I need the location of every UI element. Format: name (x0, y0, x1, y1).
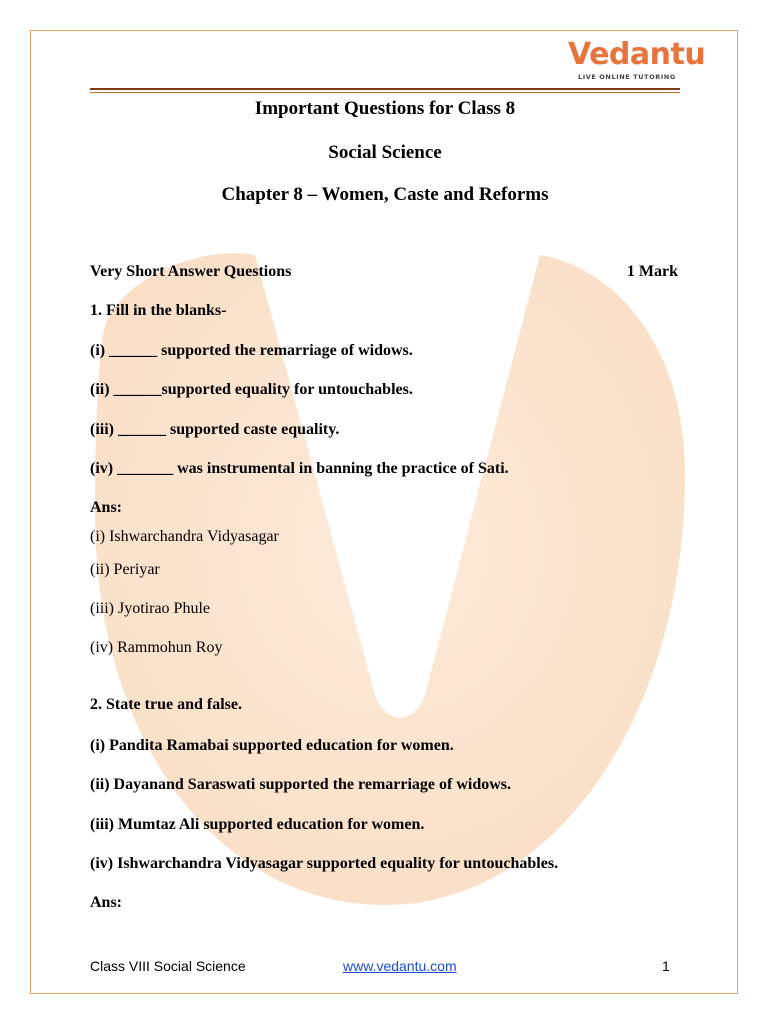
logo-tagline: LIVE ONLINE TUTORING (578, 73, 676, 81)
page-number: 1 (662, 958, 670, 974)
q1-item: (iii) ______ supported caste equality. (90, 421, 340, 438)
q1-answer: (iv) Rammohun Roy (90, 639, 223, 656)
q2-item: (iii) Mumtaz Ali supported education for women. (90, 816, 425, 833)
document-title: Important Questions for Class 8 (254, 98, 516, 119)
q1-item: (i) ______ supported the remarriage of widows. (90, 342, 413, 359)
chapter-title: Chapter 8 – Women, Caste and Reforms (221, 184, 549, 205)
q1-answer: (i) Ishwarchandra Vidyasagar (90, 528, 279, 545)
document-subject: Social Science (328, 142, 442, 163)
section-heading: Very Short Answer Questions (90, 263, 292, 280)
q1-answer: (iii) Jyotirao Phule (90, 600, 210, 617)
q1-item: (iv) _______ was instrumental in banning the practice of Sati. (90, 460, 509, 477)
logo-text: Vedantu (568, 37, 706, 72)
q2-prompt: 2. State true and false. (90, 696, 242, 713)
footer-website-link[interactable]: www.vedantu.com (343, 958, 457, 974)
q1-prompt: 1. Fill in the blanks- (90, 302, 227, 319)
footer-class-label: Class VIII Social Science (90, 958, 246, 974)
q1-ans-label: Ans: (90, 499, 123, 516)
q2-ans-label: Ans: (90, 894, 123, 911)
q2-item: (i) Pandita Ramabai supported education for women. (90, 737, 454, 754)
q2-item: (iv) Ishwarchandra Vidyasagar supported equality for untouchables. (90, 855, 559, 872)
q1-item: (ii) ______supported equality for untouchables. (90, 381, 413, 398)
q1-answer: (ii) Periyar (90, 561, 160, 578)
q2-item: (ii) Dayanand Saraswati supported the remarriage of widows. (90, 776, 512, 793)
section-marks: 1 Mark (626, 263, 678, 280)
